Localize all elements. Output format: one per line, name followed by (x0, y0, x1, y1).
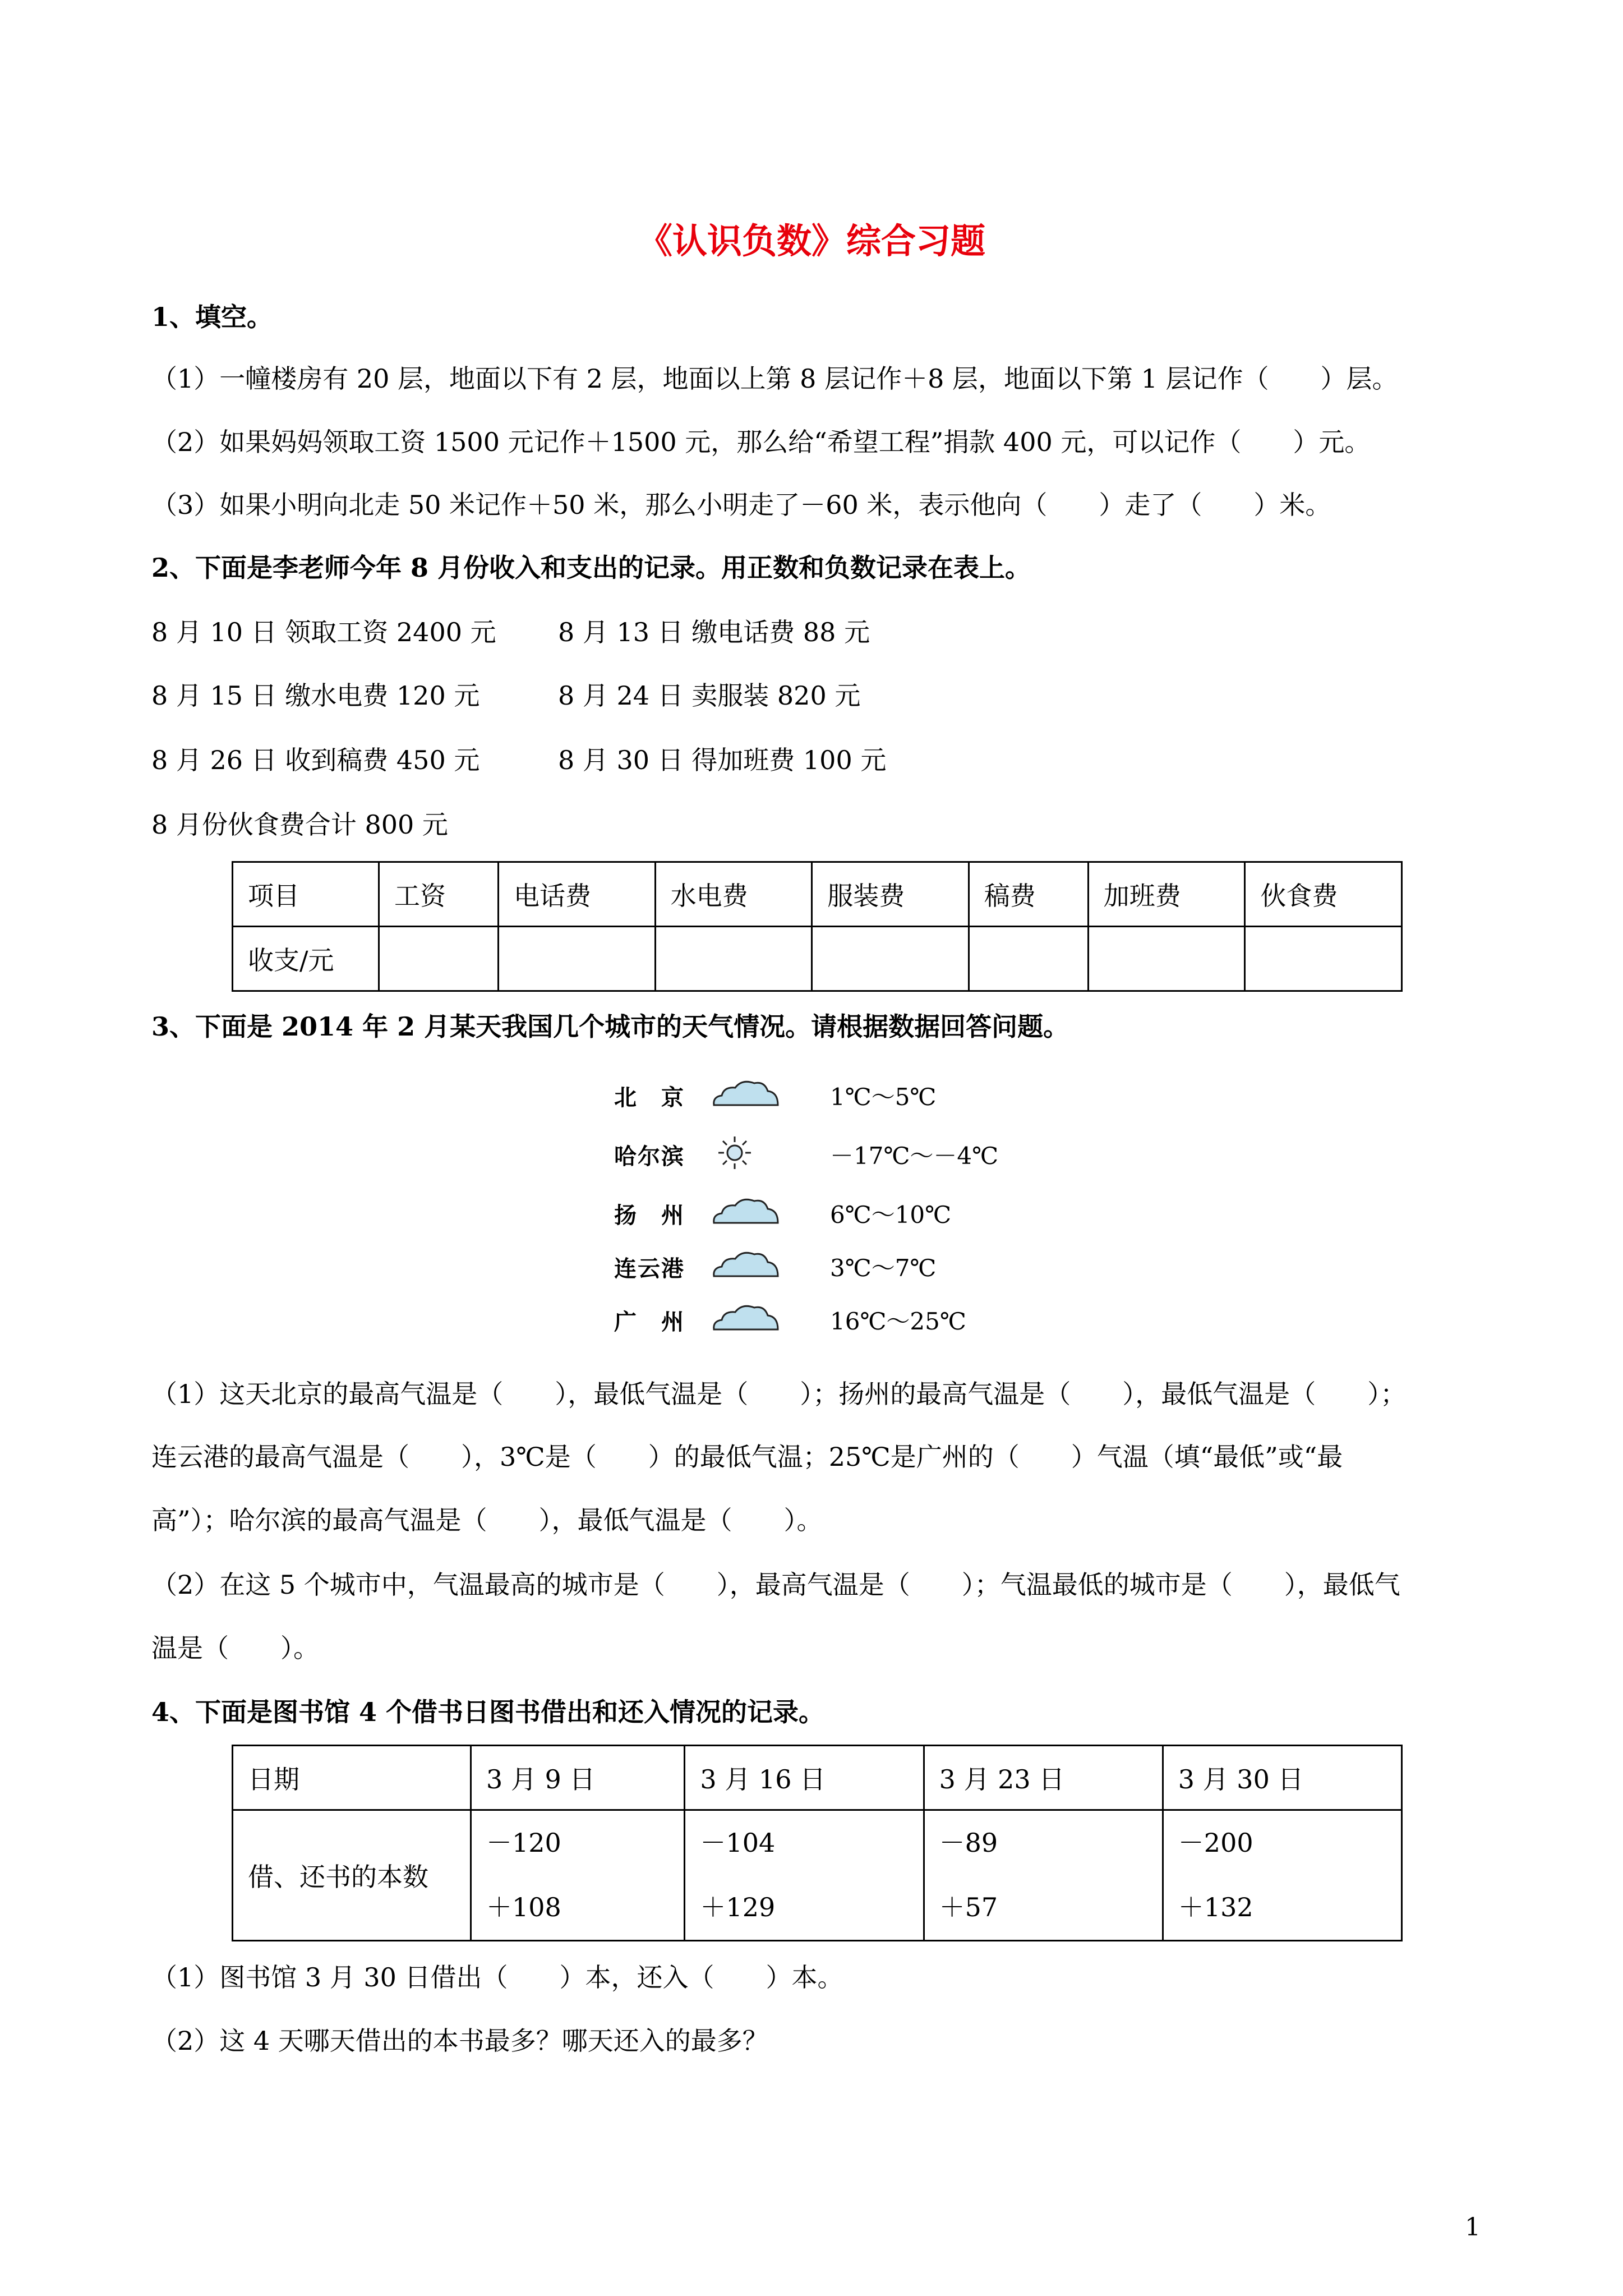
answer-cell[interactable] (1088, 927, 1245, 991)
q3-heading: 3、下面是 2014 年 2 月某天我国几个城市的天气情况。请根据数据回答问题。 (151, 1011, 1069, 1042)
borrowed-count: －89 (939, 1828, 998, 1858)
q1-item-3: （3）如果小明向北走 50 米记作＋50 米，那么小明走了－60 米，表示他向（ ）走了（ ）米。 (151, 490, 1331, 520)
answer-cell[interactable] (1245, 927, 1402, 991)
returned-count: ＋57 (939, 1892, 998, 1922)
answer-cell[interactable] (969, 927, 1088, 991)
table-cell: 3 月 9 日 (471, 1746, 685, 1810)
answer-cell[interactable] (498, 927, 655, 991)
returned-count: ＋132 (1178, 1892, 1253, 1922)
table-header-row (233, 1746, 1402, 1810)
table-cell (685, 1810, 924, 1941)
temperature-range: －17℃～－4℃ (830, 1142, 999, 1170)
q3-part2-line2: 温是（ ）。 (151, 1633, 319, 1663)
table-cell: 项目 (233, 862, 379, 927)
borrowed-count: －200 (1178, 1828, 1253, 1858)
borrowed-count: －120 (486, 1828, 561, 1858)
q3-part1-line1: （1）这天北京的最高气温是（ ），最低气温是（ ）；扬州的最高气温是（ ），最低气温是（ ）； (151, 1379, 1407, 1409)
page-title: 《认识负数》综合习题 (637, 220, 985, 261)
table-cell: 3 月 16 日 (685, 1746, 924, 1810)
income-expense-table (232, 861, 1403, 992)
q2-summary: 8 月份伙食费合计 800 元 (151, 809, 448, 840)
borrowed-count: －104 (700, 1828, 776, 1858)
city-name: 北 京 (614, 1085, 685, 1111)
q2-record-3a: 8 月 26 日 收到稿费 450 元 (151, 745, 480, 775)
city-name: 哈尔滨 (614, 1144, 685, 1170)
q2-record-2a: 8 月 15 日 缴水电费 120 元 (151, 680, 480, 711)
weather-row-beijing (614, 1069, 1063, 1119)
table-cell: 收支/元 (233, 927, 379, 991)
q1-item-2: （2）如果妈妈领取工资 1500 元记作＋1500 元，那么给“希望工程”捐款 400 元，可以记作（ ）元。 (151, 427, 1371, 457)
page-number: 1 (1465, 2213, 1481, 2242)
temperature-range: 6℃～10℃ (830, 1201, 952, 1228)
cloud-icon (709, 1299, 782, 1338)
table-cell: 稿费 (969, 862, 1088, 927)
library-record-table (232, 1745, 1403, 1941)
q3-part1-line2: 连云港的最高气温是（ ），3℃是（ ）的最低气温；25℃是广州的（ ）气温（填“最低”或“最 (151, 1442, 1343, 1472)
q2-record-3b: 8 月 30 日 得加班费 100 元 (558, 745, 887, 775)
q1-item-1: （1）一幢楼房有 20 层，地面以下有 2 层，地面以上第 8 层记作＋8 层，地面以下第 1 层记作（ ）层。 (151, 364, 1398, 394)
q4-part2: （2）这 4 天哪天借出的本书最多？哪天还入的最多？ (151, 2026, 768, 2056)
table-cell: 借、还书的本数 (233, 1810, 471, 1941)
q3-part2-line1: （2）在这 5 个城市中，气温最高的城市是（ ），最高气温是（ ）；气温最低的城市是（ ），最低气 (151, 1570, 1400, 1600)
weather-row-guangzhou (614, 1293, 1063, 1343)
city-name: 广 州 (614, 1309, 685, 1335)
temperature-range: 16℃～25℃ (830, 1308, 966, 1335)
weather-row-yangzhou (614, 1186, 1063, 1237)
table-cell: 电话费 (498, 862, 655, 927)
table-cell (471, 1810, 685, 1941)
table-cell: 水电费 (655, 862, 812, 927)
returned-count: ＋108 (486, 1892, 561, 1922)
table-cell: 加班费 (1088, 862, 1245, 927)
cloud-icon (709, 1074, 782, 1114)
table-cell (924, 1810, 1163, 1941)
q1-heading: 1、填空。 (151, 302, 273, 332)
table-cell: 伙食费 (1245, 862, 1402, 927)
table-row (233, 1810, 1402, 1941)
answer-cell[interactable] (655, 927, 812, 991)
q4-part1: （1）图书馆 3 月 30 日借出（ ）本，还入（ ）本。 (151, 1962, 843, 1993)
q3-part1-line3: 高”）；哈尔滨的最高气温是（ ），最低气温是（ ）。 (151, 1505, 823, 1535)
city-name: 连云港 (614, 1256, 685, 1282)
table-cell (1163, 1810, 1401, 1941)
answer-cell[interactable] (812, 927, 969, 991)
q2-record-1b: 8 月 13 日 缴电话费 88 元 (558, 617, 870, 647)
q2-heading: 2、下面是李老师今年 8 月份收入和支出的记录。用正数和负数记录在表上。 (151, 553, 1031, 583)
table-cell: 服装费 (812, 862, 969, 927)
city-name: 扬 州 (614, 1203, 685, 1228)
q2-record-1a: 8 月 10 日 领取工资 2400 元 (151, 617, 496, 647)
q4-heading: 4、下面是图书馆 4 个借书日图书借出和还入情况的记录。 (151, 1697, 825, 1727)
sun-icon (709, 1133, 782, 1172)
temperature-range: 1℃～5℃ (830, 1083, 937, 1111)
table-cell: 3 月 23 日 (924, 1746, 1163, 1810)
weather-row-lianyungang (614, 1240, 1063, 1290)
q2-record-2b: 8 月 24 日 卖服装 820 元 (558, 680, 861, 711)
weather-row-harbin (614, 1128, 1063, 1178)
table-cell: 工资 (379, 862, 499, 927)
table-row (233, 927, 1402, 991)
table-header-row (233, 862, 1402, 927)
returned-count: ＋129 (700, 1892, 776, 1922)
answer-cell[interactable] (379, 927, 499, 991)
table-cell: 日期 (233, 1746, 471, 1810)
table-cell: 3 月 30 日 (1163, 1746, 1401, 1810)
temperature-range: 3℃～7℃ (830, 1254, 937, 1282)
cloud-icon (709, 1192, 782, 1231)
cloud-icon (709, 1245, 782, 1285)
